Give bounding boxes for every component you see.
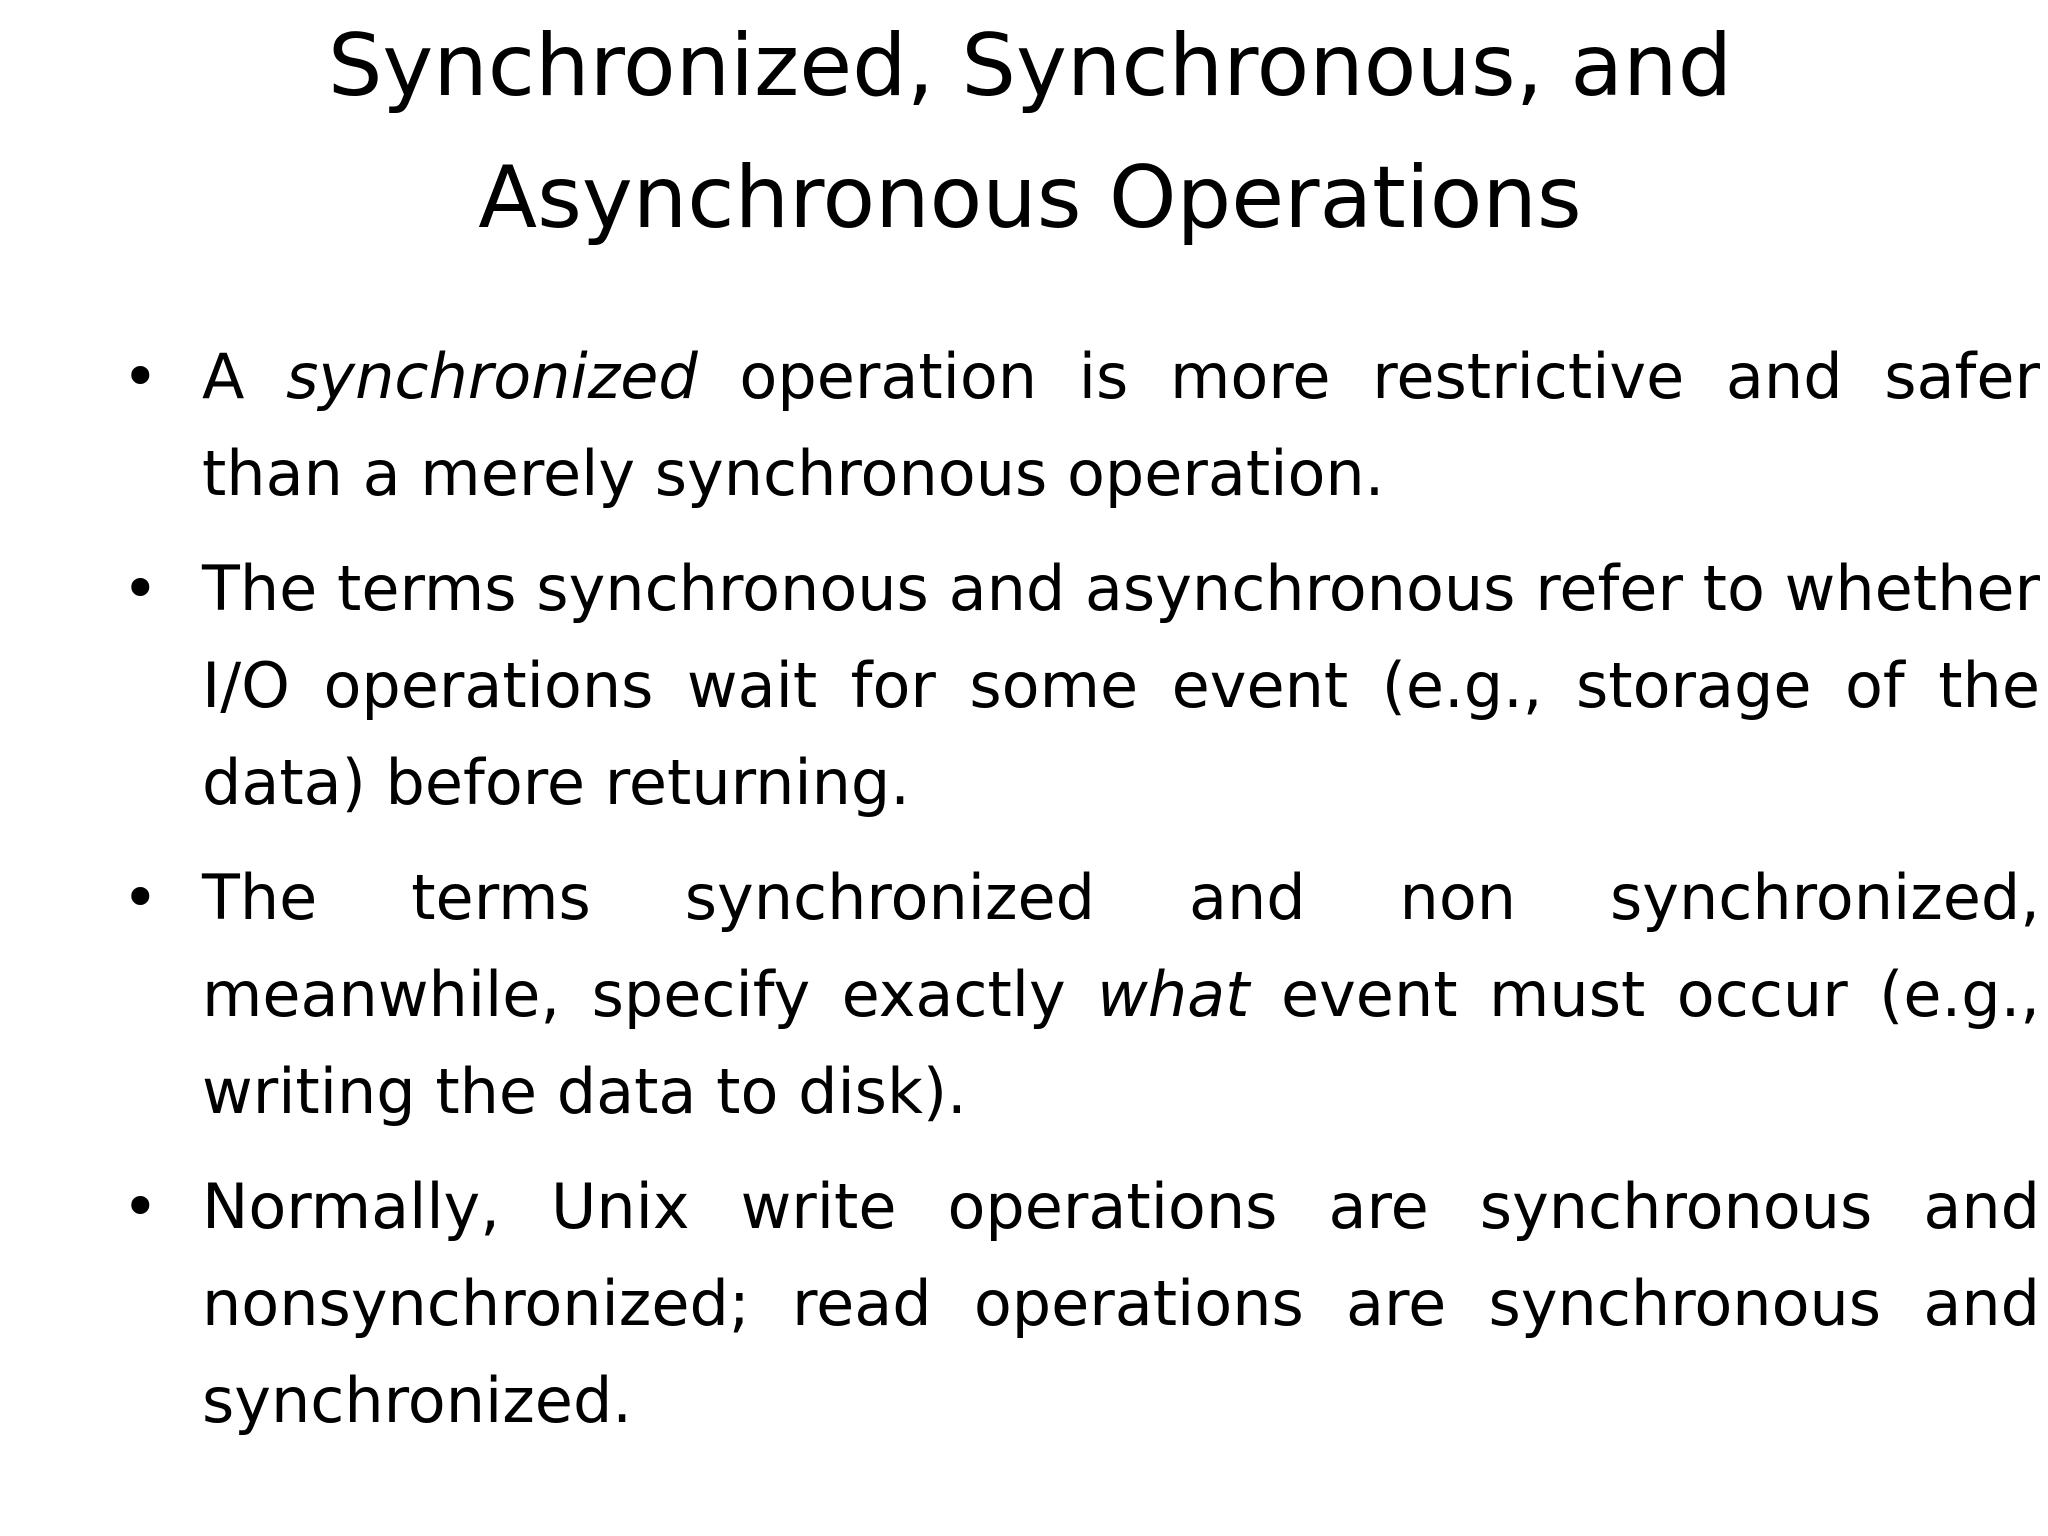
- bullet-text-part: A: [202, 340, 287, 413]
- bullet-text-part: The terms synchronized and non synchronized, meanwhile, specify exactly: [202, 861, 2040, 1031]
- bullet-icon: •: [122, 1170, 159, 1243]
- bullet-icon: •: [122, 861, 159, 934]
- title-line-2: Asynchronous Operations: [478, 148, 1582, 248]
- bullet-text: [202, 540, 2040, 831]
- bullet-item-4: [120, 1158, 2040, 1449]
- bullet-text: [202, 1158, 2040, 1449]
- bullet-item-2: [120, 540, 2040, 831]
- bullet-emphasis: synchronized: [286, 340, 698, 413]
- bullet-icon: •: [122, 552, 159, 625]
- bullet-emphasis: what: [1097, 958, 1250, 1031]
- bullet-list: [120, 328, 2040, 1467]
- bullet-text-part: Normally, Unix write operations are synchronous and nonsynchronized; read operations are synchronous and synchronized.: [202, 1170, 2040, 1437]
- bullet-text-part: The terms synchronous and asynchronous refer to whether I/O operations wait for some event (e.g., storage of the data) before returning.: [202, 552, 2040, 819]
- title-line-1: Synchronized, Synchronous, and: [327, 16, 1733, 116]
- bullet-item-3: [120, 849, 2040, 1140]
- bullet-item-1: [120, 328, 2040, 522]
- bullet-text-part: event must occur (e.g., writing the data to disk).: [202, 958, 2040, 1128]
- slide-title: [180, 0, 1880, 264]
- bullet-text: [202, 328, 2040, 522]
- bullet-text: [202, 849, 2040, 1140]
- bullet-text-part: operation is more restrictive and safer than a merely synchronous operation.: [202, 340, 2040, 510]
- bullet-icon: •: [122, 340, 159, 413]
